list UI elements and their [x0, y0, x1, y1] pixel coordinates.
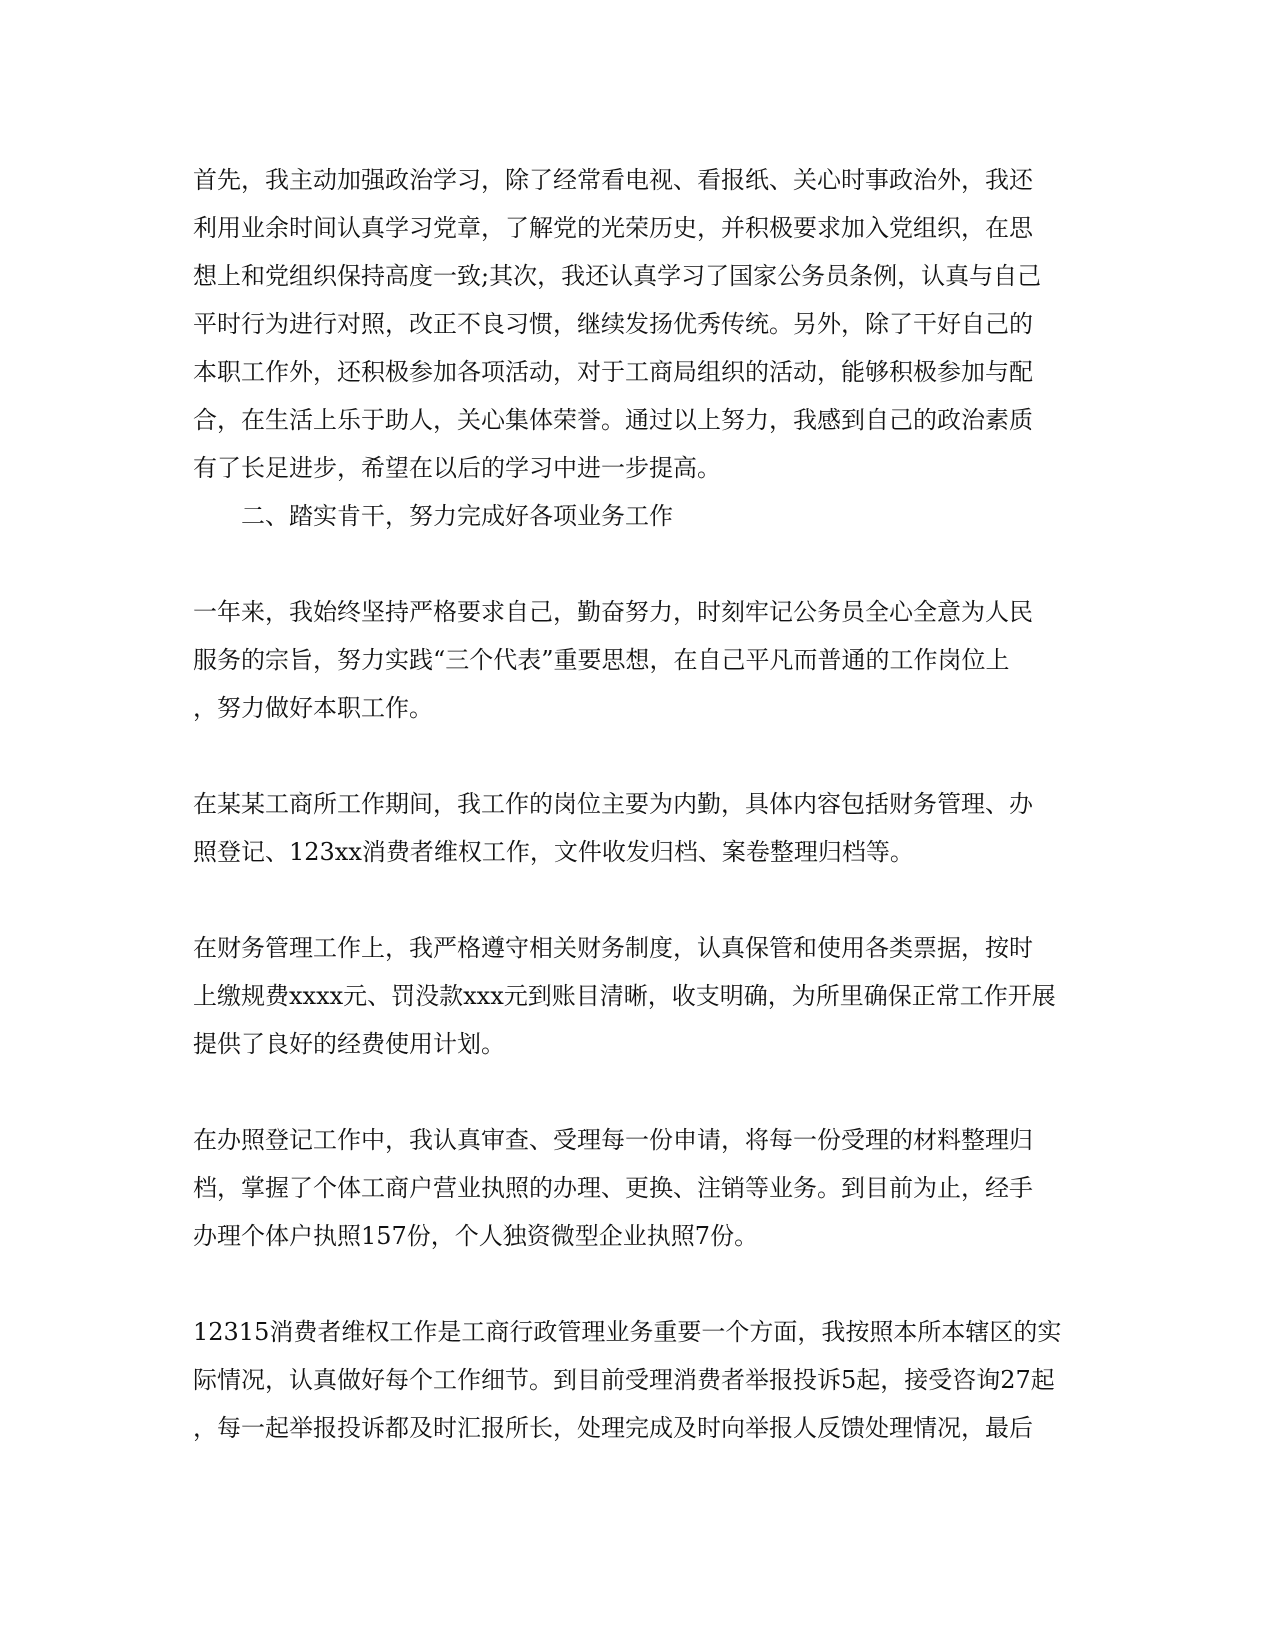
text-line: 档，掌握了个体工商户营业执照的办理、更换、注销等业务。到目前为止，经手: [193, 1174, 1033, 1202]
text-line: 在办照登记工作中，我认真审查、受理每一份申请，将每一份受理的材料整理归: [193, 1126, 1033, 1154]
paragraph-job-duties: [193, 780, 1073, 876]
paragraph-spacer: [193, 1068, 1073, 1116]
paragraph-spacer: [193, 1260, 1073, 1308]
text-line: 一年来，我始终坚持严格要求自己，勤奋努力，时刻牢记公务员全心全意为人民: [193, 598, 1033, 626]
paragraph-license-registration: [193, 1116, 1073, 1260]
document-body: [193, 156, 1073, 1452]
text-line: 合，在生活上乐于助人，关心集体荣誉。通过以上努力，我感到自己的政治素质: [193, 406, 1033, 434]
text-line: 有了长足进步，希望在以后的学习中进一步提高。: [193, 454, 721, 482]
text-line: 上缴规费xxxx元、罚没款xxx元到账目清晰，收支明确，为所里确保正常工作开展: [193, 982, 1056, 1010]
text-line: 想上和党组织保持高度一致;其次，我还认真学习了国家公务员条例，认真与自己: [193, 262, 1042, 290]
paragraph-spacer: [193, 876, 1073, 924]
text-line: 首先，我主动加强政治学习，除了经常看电视、看报纸、关心时事政治外，我还: [193, 166, 1033, 194]
text-line: 利用业余时间认真学习党章，了解党的光荣历史，并积极要求加入党组织，在思: [193, 214, 1033, 242]
text-line: 际情况，认真做好每个工作细节。到目前受理消费者举报投诉5起，接受咨询27起: [193, 1366, 1055, 1394]
text-line: 提供了良好的经费使用计划。: [193, 1030, 505, 1058]
text-line: 平时行为进行对照，改正不良习惯，继续发扬优秀传统。另外，除了干好自己的: [193, 310, 1033, 338]
text-line: 本职工作外，还积极参加各项活动，对于工商局组织的活动，能够积极参加与配: [193, 358, 1033, 386]
section-heading-2: [193, 492, 1073, 540]
paragraph-finance-work: [193, 924, 1073, 1068]
text-line: ，努力做好本职工作。: [193, 694, 433, 722]
paragraph-year-summary: [193, 588, 1073, 732]
text-line: 在财务管理工作上，我严格遵守相关财务制度，认真保管和使用各类票据，按时: [193, 934, 1033, 962]
text-line: ，每一起举报投诉都及时汇报所长，处理完成及时向举报人反馈处理情况，最后: [193, 1414, 1033, 1442]
text-line: 服务的宗旨，努力实践“三个代表”重要思想，在自己平凡而普通的工作岗位上: [193, 646, 1010, 674]
paragraph-spacer: [193, 732, 1073, 780]
paragraph-consumer-rights: [193, 1308, 1073, 1452]
text-line: 12315消费者维权工作是工商行政管理业务重要一个方面，我按照本所本辖区的实: [193, 1318, 1062, 1346]
text-line: 在某某工商所工作期间，我工作的岗位主要为内勤，具体内容包括财务管理、办: [193, 790, 1033, 818]
text-line: 办理个体户执照157份，个人独资微型企业执照7份。: [193, 1222, 759, 1250]
section-heading: 二、踏实肯干，努力完成好各项业务工作: [241, 502, 673, 530]
text-line: 照登记、123xx消费者维权工作，文件收发归档、案卷整理归档等。: [193, 838, 914, 866]
paragraph-spacer: [193, 540, 1073, 588]
paragraph-political-study: [193, 156, 1073, 492]
